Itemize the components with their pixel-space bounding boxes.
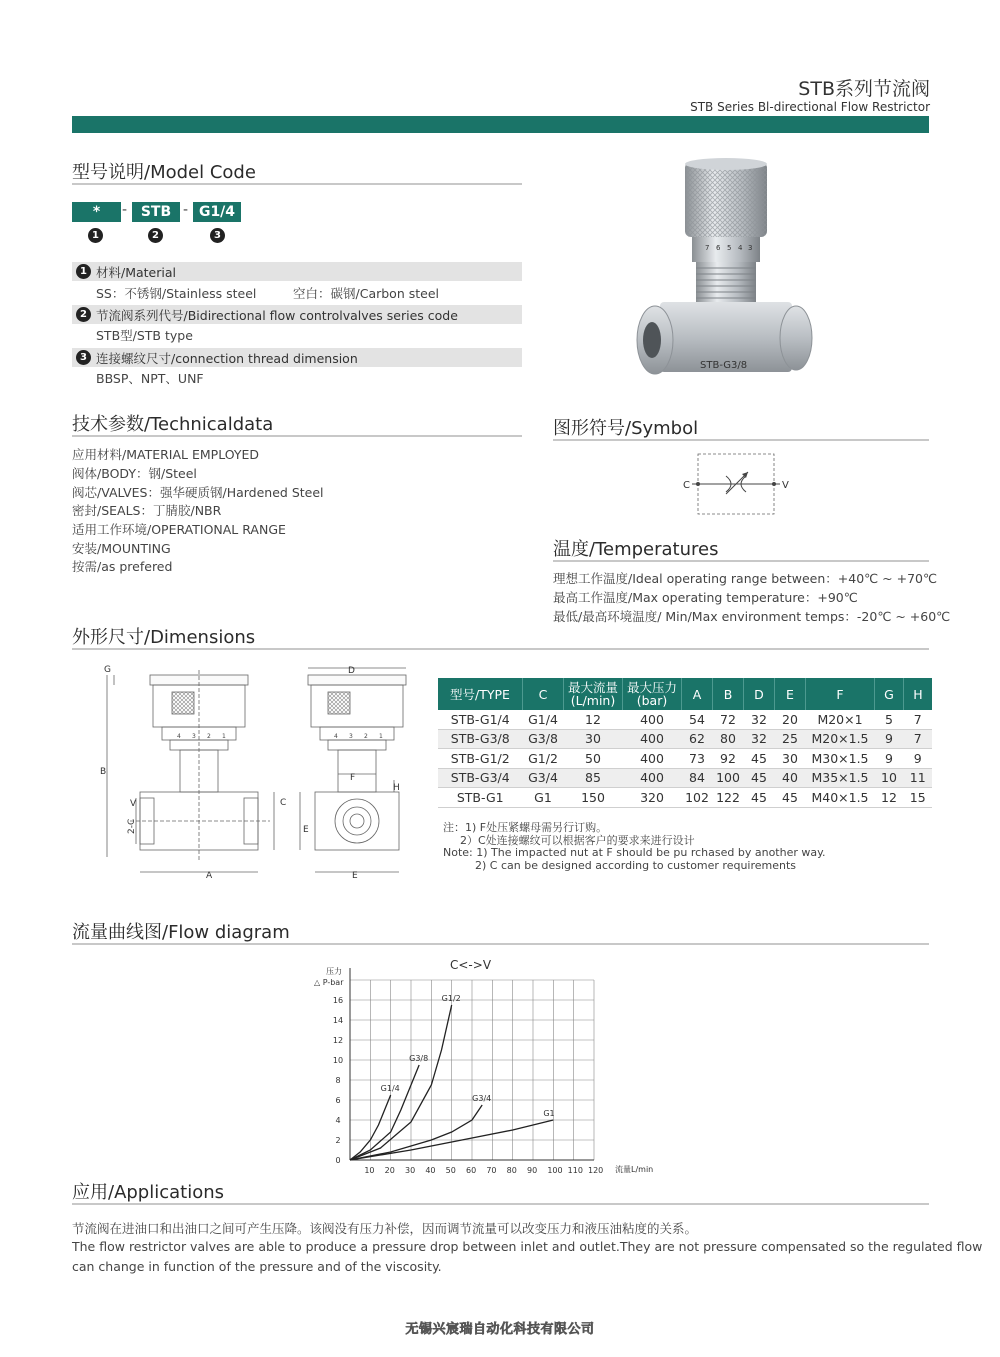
table-cell: 10 [875,768,904,788]
dial-tick: 5 [727,244,732,252]
temperatures-title: 温度/Temperatures [553,539,719,560]
dimensions-title: 外形尺寸/Dimensions [72,627,256,648]
badge-thread: G1/4 [193,202,241,222]
item-label: 连接螺纹尺寸/connection thread dimension [96,351,358,366]
x-tick-label: 100 [547,1166,563,1175]
table-cell: STB-G3/4 [438,768,523,788]
y-tick-label: 16 [332,996,344,1005]
table-cell: STB-G3/8 [438,729,523,749]
x-tick-label: 40 [425,1166,436,1175]
th-f: F [806,678,875,710]
table-row [438,788,932,808]
x-tick-label: 20 [384,1166,395,1175]
number-3: 3 [210,228,225,243]
table-cell: 40 [775,768,806,788]
symbol-port-c: C [683,480,690,491]
table-cell: 5 [875,710,904,729]
item-material-bar [72,262,522,281]
table-cell: 72 [713,710,744,729]
item-thread-bar [72,348,522,367]
dimension-drawing [90,660,430,885]
th-c: C [523,678,564,710]
dash-2: - [183,202,189,218]
chart-xlabel: 流量L/min [615,1165,654,1174]
header-title-cn: STB系列节流阀 [798,78,930,100]
y-tick-label: 12 [332,1036,344,1045]
x-tick-label: 110 [567,1166,583,1175]
note-cn-2: 2）C处连接螺纹可以根据客户的要求来进行设计 [460,834,695,847]
thread-option: BBSP、NPT、UNF [96,371,204,386]
chart-title: C<->V [450,958,492,972]
chart-ylabel-1: 压力 [326,967,342,976]
series-label: G1/4 [380,1084,400,1093]
application-cn: 节流阀在进油口和出油口之间可产生压降。该阀没有压力补偿，因而调节流量可以改变压力和液压油粘度的关系。 [72,1221,698,1236]
table-cell: 45 [744,768,775,788]
item-number: 1 [76,264,91,279]
table-cell: M20×1 [806,710,875,729]
table-cell: G3/4 [523,768,564,788]
technical-line [72,435,522,437]
dim-label-c: C [280,798,287,808]
table-row [438,729,932,749]
dim-label-b: B [100,767,107,777]
table-cell: 12 [564,710,623,729]
number-2: 2 [148,228,163,243]
dimension-table [438,678,932,808]
table-cell: 7 [904,710,933,729]
dial-tick: 3 [748,244,753,252]
dim-label-f: F [350,773,356,783]
dim-label-g: G [104,665,111,675]
technical-line-item: 安装/MOUNTING [72,541,171,556]
y-tick-label: 8 [335,1076,341,1085]
table-cell: 32 [744,729,775,749]
x-tick-label: 50 [445,1166,456,1175]
dial-tick: 6 [716,244,721,252]
dial-mark: 3 [349,733,353,740]
x-tick-label: 30 [405,1166,416,1175]
series-line-G3-8 [350,1065,419,1160]
dim-label-a: A [206,871,213,881]
header-bar [72,116,929,133]
table-cell: 9 [904,749,933,769]
table-cell: 400 [623,749,682,769]
material-option-blank: 空白：碳钢/Carbon steel [293,286,439,301]
table-cell: G1/2 [523,749,564,769]
table-cell: G3/8 [523,729,564,749]
table-cell: 73 [682,749,713,769]
note-en-2: 2) C can be designed according to customer requirements [475,859,797,872]
table-cell: 7 [904,729,933,749]
table-cell: 50 [564,749,623,769]
x-tick-label: 80 [506,1166,517,1175]
applications-title: 应用/Applications [72,1182,225,1203]
th-type: 型号/TYPE [438,678,523,710]
symbol-line [553,439,929,441]
item-label: 材料/Material [96,265,176,280]
technical-line-item: 阀芯/VALVES：强华硬质钢/Hardened Steel [72,485,324,500]
dim-label-2c: 2-C [127,818,137,834]
valve-knob [685,158,767,237]
dim-label-e-bottom: E [352,871,358,881]
series-label: G1 [543,1109,555,1118]
product-photo [600,150,850,410]
flow-title: 流量曲线图/Flow diagram [72,922,290,943]
technical-line-item: 适用工作环境/OPERATIONAL RANGE [72,522,286,537]
table-cell: 20 [775,710,806,729]
note-cn-1: 注：1) F处压紧螺母需另行订购。 [443,821,608,834]
header-title-en: STB Series Bl-directional Flow Restrictor [690,100,930,114]
dial-mark: 4 [177,733,181,740]
table-cell: 102 [682,788,713,808]
table-cell: M35×1.5 [806,768,875,788]
model-code-line [72,183,522,185]
chart-ylabel-2: △ P-bar [314,978,344,987]
dial-mark: 4 [334,733,338,740]
y-tick-label: 10 [332,1056,344,1065]
technical-line-item: 应用材料/MATERIAL EMPLOYED [72,447,260,462]
th-h: H [904,678,933,710]
table-cell: G1/4 [523,710,564,729]
table-cell: STB-G1/4 [438,710,523,729]
table-cell: 45 [744,788,775,808]
table-header-row [438,678,932,710]
badge-material: * [72,202,121,222]
table-row [438,768,932,788]
applications-line [72,1203,929,1205]
table-cell: 25 [775,729,806,749]
table-cell: 84 [682,768,713,788]
table-cell: 122 [713,788,744,808]
technical-line-item: 密封/SEALS：丁腈胶/NBR [72,503,222,518]
technical-line-item: 按需/as prefered [72,559,173,574]
th-g: G [875,678,904,710]
technical-line-item: 阀体/BODY：钢/Steel [72,466,197,481]
table-cell: STB-G1 [438,788,523,808]
temperature-line: 最低/最高环境温度/ Min/Max environment temps：-20℃ ~ +60℃ [553,609,951,624]
note-en-1: Note: 1) The impacted nut at F should be pu rchased by another way. [443,846,826,859]
table-cell: 45 [744,749,775,769]
table-row [438,749,932,769]
dial-tick: 7 [705,244,710,252]
th-b: B [713,678,744,710]
table-row [438,710,932,729]
dial-mark: 3 [192,733,196,740]
th-max-flow: 最大流量 (L/min) [564,678,623,710]
valve-body-label: STB-G3/8 [700,360,748,371]
table-cell: 45 [775,788,806,808]
table-cell: 30 [775,749,806,769]
flow-line [72,943,929,945]
series-label: G3/4 [472,1094,492,1103]
table-cell: 11 [904,768,933,788]
badge-series: STB [132,202,180,222]
dial-mark: 2 [364,733,368,740]
th-d: D [744,678,775,710]
dim-label-v: V [130,799,137,809]
series-line-G1-2 [350,1005,452,1160]
dial-mark: 1 [379,733,383,740]
table-cell: 32 [744,710,775,729]
table-cell: 85 [564,768,623,788]
y-tick-label: 4 [335,1116,341,1125]
y-tick-label: 6 [335,1096,341,1105]
table-cell: 400 [623,729,682,749]
table-cell: STB-G1/2 [438,749,523,769]
table-cell: 92 [713,749,744,769]
x-tick-label: 70 [486,1166,497,1175]
item-number: 2 [76,307,91,322]
material-option-ss: SS：不锈钢/Stainless steel [96,286,257,301]
table-cell: M30×1.5 [806,749,875,769]
item-series-bar [72,305,522,324]
table-cell: 62 [682,729,713,749]
x-tick-label: 60 [466,1166,477,1175]
series-label: G1/2 [441,994,461,1003]
table-cell: 12 [875,788,904,808]
x-tick-label: 90 [527,1166,538,1175]
y-tick-label: 2 [335,1136,341,1145]
model-code-title: 型号说明/Model Code [72,162,256,183]
number-1: 1 [88,228,103,243]
temperatures-line [553,560,929,562]
technical-title: 技术参数/Technicaldata [72,414,274,435]
item-label: 节流阀系列代号/Bidirectional flow controlvalves series code [96,308,458,323]
table-cell: 54 [682,710,713,729]
x-tick-label: 120 [588,1166,604,1175]
table-cell: 400 [623,768,682,788]
x-tick-label: 10 [364,1166,375,1175]
table-cell: 30 [564,729,623,749]
application-en-2: can change in function of the pressure and of the viscosity. [72,1259,442,1274]
th-max-pressure: 最大压力 (bar) [623,678,682,710]
table-cell: 400 [623,710,682,729]
table-cell: 100 [713,768,744,788]
dim-label-e-side: E [303,825,309,835]
hydraulic-symbol [680,450,800,520]
table-cell: 15 [904,788,933,808]
table-cell: M40×1.5 [806,788,875,808]
dimensions-line [72,648,929,650]
dial-mark: 1 [222,733,226,740]
th-a: A [682,678,713,710]
y-tick-label: 14 [332,1016,344,1025]
dim-label-h: H [393,783,400,793]
flow-chart [310,952,670,1182]
series-option: STB型/STB type [96,328,193,343]
table-cell: M20×1.5 [806,729,875,749]
y-tick-label: 0 [335,1156,341,1165]
dash-1: - [122,202,128,218]
table-cell: 80 [713,729,744,749]
th-e: E [775,678,806,710]
footer-company: 无锡兴宸瑞自动化科技有限公司 [405,1322,595,1337]
symbol-port-v: V [782,480,789,491]
dim-label-d: D [348,666,355,676]
series-label: G3/8 [409,1054,429,1063]
dial-mark: 2 [207,733,211,740]
table-cell: 320 [623,788,682,808]
table-cell: G1 [523,788,564,808]
table-cell: 150 [564,788,623,808]
table-cell: 9 [875,749,904,769]
temperature-line: 最高工作温度/Max operating temperature：+90℃ [553,590,858,605]
table-cell: 9 [875,729,904,749]
symbol-title: 图形符号/Symbol [553,418,699,439]
item-number: 3 [76,350,91,365]
application-en-1: The flow restrictor valves are able to produce a pressure drop between inlet and outlet.They are not pressure compensated so the regulated flow [72,1239,983,1254]
temperature-line: 理想工作温度/Ideal operating range between：+40℃ ~ +70℃ [553,571,938,586]
dial-tick: 4 [738,244,743,252]
